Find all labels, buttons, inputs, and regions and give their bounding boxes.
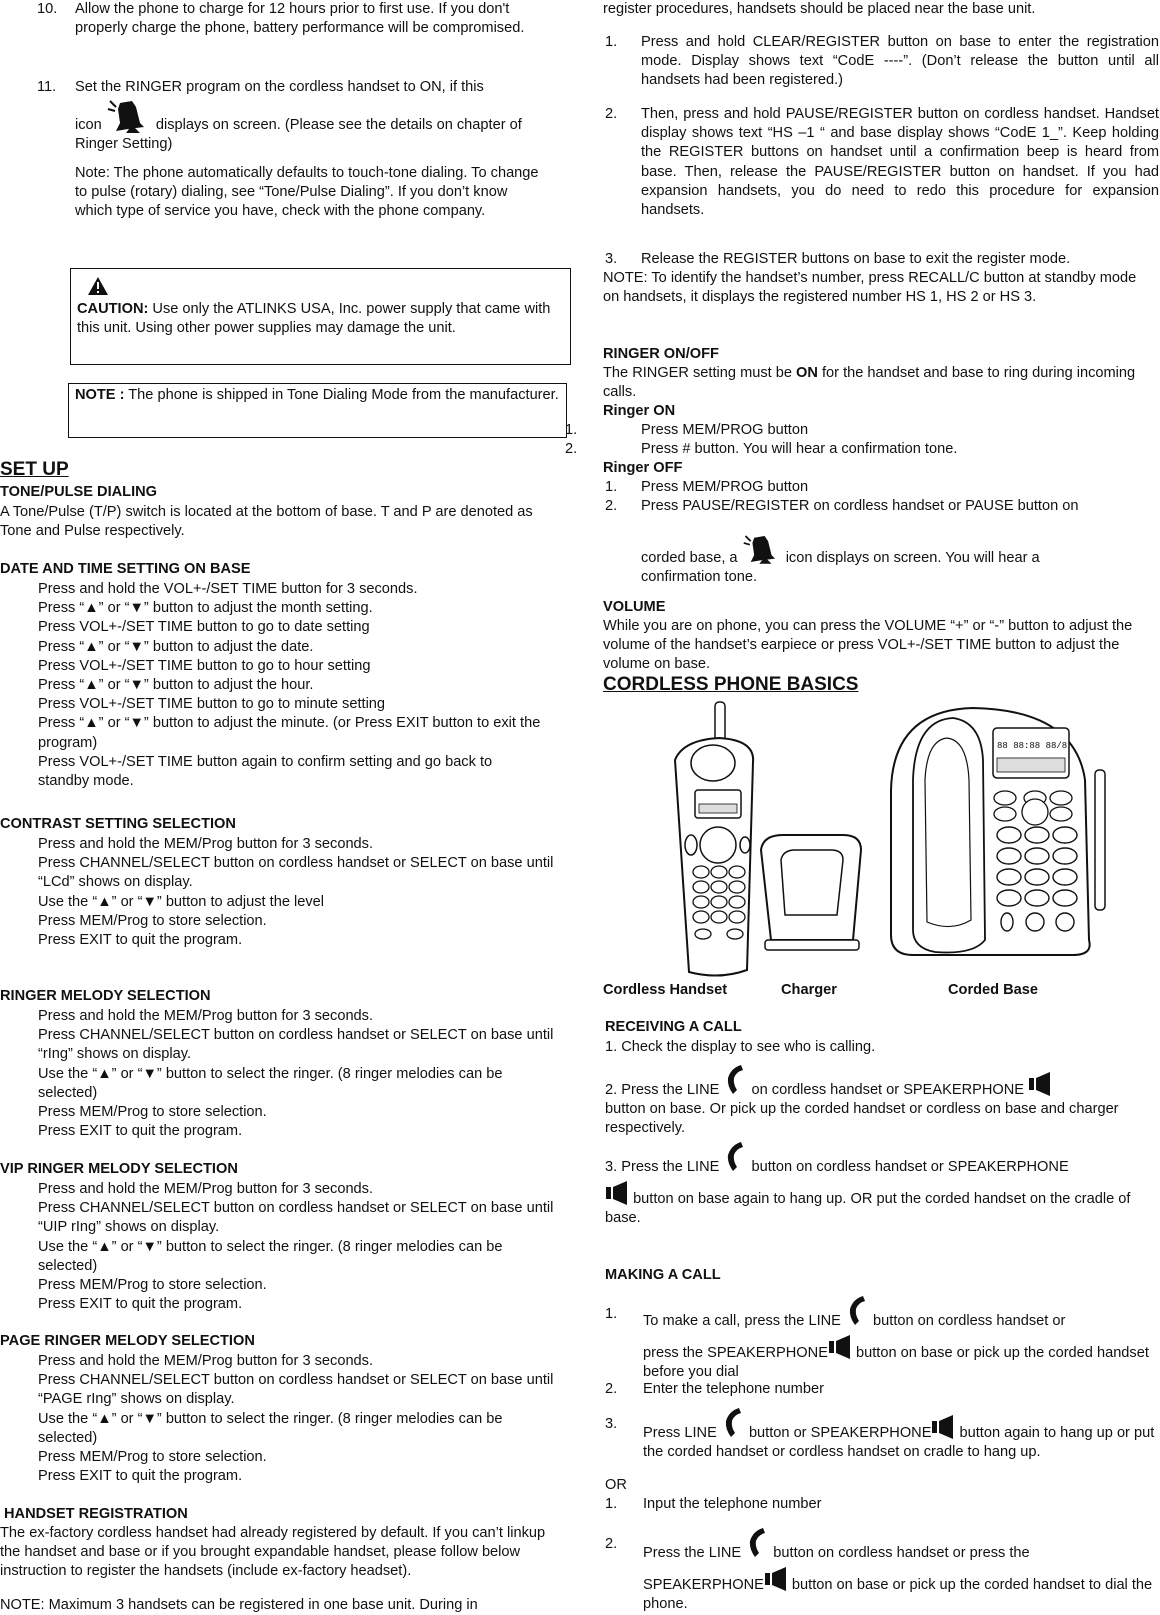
line-handset-icon (745, 1527, 769, 1559)
handset-line-key (685, 835, 697, 855)
cordless-basics-title: CORDLESS PHONE BASICS (603, 674, 859, 695)
step-item: Press EXIT to quit the program. (38, 1123, 243, 1140)
ringer-bell-icon (106, 99, 152, 133)
page-ringer-title: PAGE RINGER MELODY SELECTION (0, 1333, 255, 1349)
reg-step-1-number: 1. (605, 34, 618, 50)
ringer-off-step-1-number: 1. (605, 479, 618, 495)
step-item: Press MEM/Prog to store selection. (38, 1104, 267, 1121)
step-11-line-a: Set the RINGER program on the cordless handset to ON, if this (75, 79, 484, 95)
step-item: Press MEM/Prog to store selection. (38, 912, 267, 929)
caution-box (70, 268, 571, 365)
ringer-off-title: Ringer OFF (603, 460, 683, 476)
volume-title: VOLUME (603, 599, 666, 615)
reg-note-2: NOTE: To identify the handset’s number, press RECALL/C button at standby mode on handsets, it displays the registered number HS 1, HS 2 or HS 3. (603, 270, 1137, 306)
label-cordless-handset: Cordless Handset (603, 982, 728, 998)
reg-step-2-number: 2. (605, 106, 618, 122)
handset-registration-title: HANDSET REGISTRATION (4, 1506, 188, 1522)
alt-step-2-text: Press the LINE button on cordless handset or press the SPEAKERPHONE button on base or pick up the corded handset to dial the phone. (643, 1527, 1160, 1615)
step-item: 2. Press # button. You will hear a confirmation tone. (565, 441, 958, 458)
contrast-steps (0, 835, 555, 950)
step-item: Press and hold the MEM/Prog button for 3 seconds. (38, 1181, 374, 1197)
caution-text (77, 300, 564, 338)
or-separator: OR (605, 1477, 627, 1493)
step-item: Use the “▲” or “▼” button to adjust the level (38, 893, 325, 910)
line-handset-icon (723, 1141, 747, 1173)
ringer-on-emphasis: ON (796, 365, 818, 381)
label-corded-base: Corded Base (948, 982, 1039, 998)
vip-ringer-steps (0, 1180, 555, 1314)
make-step-2-number: 2. (605, 1381, 618, 1397)
receiving-step-3: 3. Press the LINE button on cordless handset or SPEAKERPHONE button on base again to hang up. OR put the corded handset on the cradle of base. (605, 1141, 1160, 1229)
make-step-3-number: 3. (605, 1416, 618, 1432)
handset-registration-text: The ex-factory cordless handset had already registered by default. If you can’t linkup the handset and base or if you brought expandable handset, please follow below instruction to register the handsets (include ex-factory headset). (0, 1525, 546, 1580)
receiving-call-title: RECEIVING A CALL (605, 1019, 742, 1035)
speakerphone-icon (605, 1181, 629, 1205)
step-11-icon-word: icon (75, 117, 102, 134)
step-item: Press “▲” or “▼” button to adjust the minute. (or Press EXIT button to exit the program) (38, 715, 541, 751)
date-time-steps (0, 580, 545, 791)
base-display-bottom (997, 758, 1065, 772)
alt-step-2-number: 2. (605, 1536, 618, 1552)
ringer-on-steps (565, 421, 1155, 459)
warning-icon (87, 276, 109, 296)
make-step-1-number: 1. (605, 1306, 618, 1322)
step-item: Press and hold the MEM/Prog button for 3 seconds. (38, 836, 374, 852)
charger-slot (781, 850, 843, 915)
make-step-3-text: Press LINE button or SPEAKERPHONE button again to hang up or put the corded handset or cordless handset on cradle to hang up. (643, 1407, 1160, 1462)
alt-step-1-text: Input the telephone number (643, 1496, 822, 1512)
caution-body: Use only the ATLINKS USA, Inc. power supply that came with this unit. Using other power supplies may damage the unit. (77, 301, 551, 337)
vip-ringer-title: VIP RINGER MELODY SELECTION (0, 1161, 238, 1177)
ringer-onoff-title: RINGER ON/OFF (603, 346, 719, 362)
line-handset-icon (721, 1407, 745, 1439)
handset-side-key (740, 837, 750, 853)
step-item: Press and hold the MEM/Prog button for 3 seconds. (38, 1353, 374, 1369)
reg-step-1-text: Press and hold CLEAR/REGISTER button on base to enter the registration mode. Display shows text “CodE ----”. (Don’t release the button until all handsets had been registered.) (641, 34, 1159, 89)
reg-step-3-text: Release the REGISTER buttons on base to exit the register mode. (641, 251, 1071, 267)
tone-pulse-title: TONE/PULSE DIALING (0, 484, 158, 500)
handset-display-digits (699, 804, 737, 813)
step-item: Use the “▲” or “▼” button to select the ringer. (8 ringer melodies can be selected) (38, 1238, 503, 1274)
base-nav-key (1022, 799, 1048, 825)
step-item: Press EXIT to quit the program. (38, 1296, 243, 1313)
step-item: Press CHANNEL/SELECT button on cordless handset or SELECT on base until “PAGE rIng” shows on display. (38, 1372, 554, 1408)
step-item: Press VOL+-/SET TIME button to go to minute setting (38, 696, 386, 713)
step-item: Press “▲” or “▼” button to adjust the hour. (38, 677, 314, 694)
step-item: Press CHANNEL/SELECT button on cordless handset or SELECT on base until “rIng” shows on display. (38, 1027, 554, 1063)
setup-title: SET UP (0, 459, 69, 480)
note-box (68, 383, 567, 438)
make-step-1-text: To make a call, press the LINE button on cordless handset or press the SPEAKERPHONE button on base or pick up the corded handset before you dial (643, 1295, 1160, 1383)
step-item: 1. Press MEM/PROG button (565, 422, 809, 438)
step-10-text: Allow the phone to charge for 12 hours prior to first use. If you don't properly charge the phone, battery performance will be compromised. (75, 1, 525, 37)
reg-step-3-number: 3. (605, 251, 618, 267)
ringer-melody-title: RINGER MELODY SELECTION (0, 988, 211, 1004)
step-11-number: 11. (37, 79, 57, 95)
contrast-title: CONTRAST SETTING SELECTION (0, 816, 236, 832)
step-item: Press EXIT to quit the program. (38, 1468, 243, 1485)
step-item: Press CHANNEL/SELECT button on cordless handset or SELECT on base until “LCd” shows on display. (38, 855, 554, 891)
step-item: Use the “▲” or “▼” button to select the ringer. (8 ringer melodies can be selected) (38, 1410, 503, 1446)
speakerphone-icon (1028, 1072, 1052, 1096)
step-item: Press CHANNEL/SELECT button on cordless handset or SELECT on base until “UIP rIng” shows on display. (38, 1200, 554, 1236)
step-item: Press MEM/Prog to store selection. (38, 1277, 267, 1294)
ringer-off-step-2-text: Press PAUSE/REGISTER on cordless handset or PAUSE button on corded base, a icon displays on screen. You will hear a confirmation tone. (641, 498, 1079, 586)
step-11-text (75, 78, 545, 155)
step-item: Use the “▲” or “▼” button to select the ringer. (8 ringer melodies can be selected) (38, 1065, 503, 1101)
ringer-onoff-text: The RINGER setting must be ON for the handset and base to ring during incoming calls. (603, 365, 1136, 401)
line-handset-icon (845, 1295, 869, 1327)
note-pulse: Note: The phone automatically defaults to touch-tone dialing. To change to pulse (rotary) dialing, see “Tone/Pulse Dialing”. If you don’t know which type of service you have, check with the phone company. (75, 165, 539, 220)
step-item: Press EXIT to quit the program. (38, 932, 243, 949)
base-antenna (1095, 770, 1105, 910)
step-item: Press and hold the VOL+-/SET TIME button for 3 seconds. (38, 581, 418, 597)
step-11-line-b (75, 113, 545, 154)
label-charger: Charger (781, 982, 837, 998)
ringer-off-step-1-text: Press MEM/PROG button (641, 479, 809, 495)
phone-illustration (623, 700, 1123, 985)
make-step-2-text: Enter the telephone number (643, 1381, 824, 1397)
receiving-step-2: 2. Press the LINE on cordless handset or SPEAKERPHONE button on base. Or pick up the corded handset or cordless on base and charger respectively. (605, 1064, 1160, 1139)
page-ringer-steps (0, 1352, 555, 1486)
tone-pulse-text: A Tone/Pulse (T/P) switch is located at the bottom of base. T and P are denoted as Tone and Pulse respectively. (0, 504, 533, 540)
reg-step-2-text: Then, press and hold PAUSE/REGISTER button on cordless handset. Handset display shows text “HS –1 “ and base display shows “CodE 1_”. Keep holding the REGISTER buttons on handset until a confirmation beep is heard from base. Then, release the PAUSE/REGISTER button on handset. If you had expansion handsets, you do need to redo this procedure for expansion handsets. (641, 106, 1159, 219)
handset-nav-key (700, 827, 736, 863)
speakerphone-icon (931, 1415, 955, 1439)
alt-step-1-number: 1. (605, 1496, 618, 1512)
step-item: Press VOL+-/SET TIME button to go to date setting (38, 619, 370, 636)
charger-base (765, 940, 859, 950)
ringer-melody-steps (0, 1007, 555, 1141)
date-time-title: DATE AND TIME SETTING ON BASE (0, 561, 251, 577)
line-handset-icon (723, 1064, 747, 1096)
step-item: Press and hold the MEM/Prog button for 3 seconds. (38, 1008, 374, 1024)
ringer-on-title: Ringer ON (603, 403, 676, 419)
step-item: Press “▲” or “▼” button to adjust the month setting. (38, 600, 373, 617)
step-item: Press VOL+-/SET TIME button to go to hour setting (38, 657, 371, 674)
handset-registration-note: NOTE: Maximum 3 handsets can be registered in one base unit. During in (0, 1597, 478, 1613)
ringer-off-bell-icon (742, 532, 782, 566)
base-display-digits: 88 88:88 88/8 (997, 741, 1068, 751)
making-call-title: MAKING A CALL (605, 1267, 721, 1283)
registration-continued: register procedures, handsets should be placed near the base unit. (603, 1, 1036, 17)
speakerphone-icon (764, 1567, 788, 1591)
speakerphone-icon (828, 1335, 852, 1359)
step-item: Press “▲” or “▼” button to adjust the date. (38, 638, 314, 655)
volume-text: While you are on phone, you can press the VOLUME “+” or “-” button to adjust the volume of the handset’s earpiece or press VOL+-/SET TIME button to adjust the volume on base. (603, 618, 1133, 673)
ringer-off-step-2-number: 2. (605, 498, 618, 514)
caution-label: CAUTION: (77, 301, 149, 317)
step-10-number: 10. (37, 1, 58, 17)
note-label: NOTE : (75, 387, 125, 403)
base-keypad (997, 827, 1077, 931)
corded-handset-inner (925, 738, 971, 927)
step-item: Press VOL+-/SET TIME button again to confirm setting and go back to standby mode. (38, 753, 493, 790)
note-body: The phone is shipped in Tone Dialing Mode from the manufacturer. (128, 387, 559, 403)
handset-earpiece (691, 745, 735, 781)
receiving-step-1: 1. Check the display to see who is calling. (605, 1039, 876, 1055)
step-item: Press MEM/Prog to store selection. (38, 1449, 267, 1466)
step-11-icon-tail: displays on screen. (Please see the details on chapter of Ringer Setting) (75, 117, 522, 153)
